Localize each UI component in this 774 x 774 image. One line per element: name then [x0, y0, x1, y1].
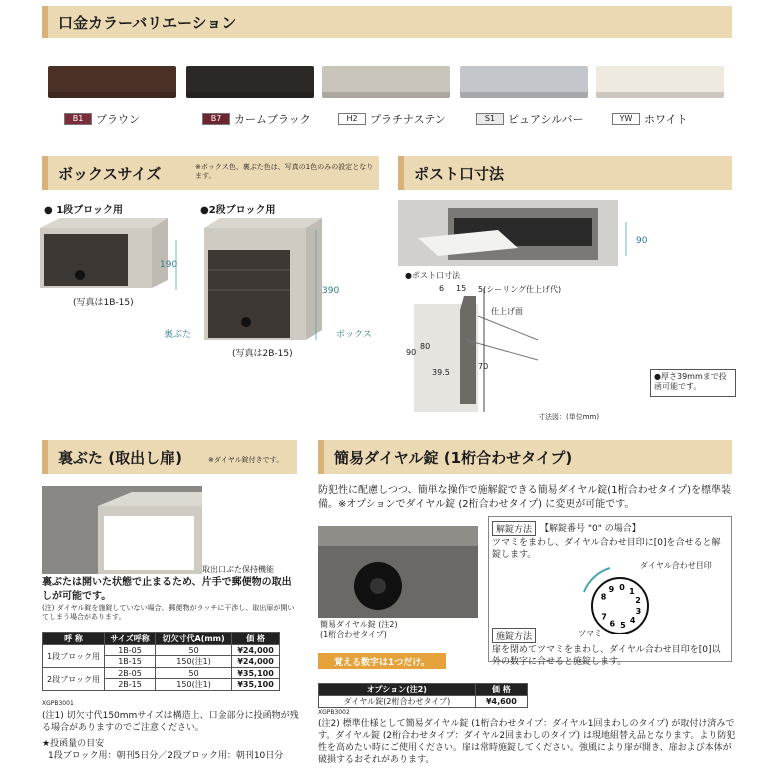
color-name: プラチナステン	[370, 113, 446, 126]
dim-6: 6	[439, 284, 445, 293]
lock-method-label: 施錠方法	[496, 632, 533, 642]
back-lid-title: 裏ぶた (取出し扉)	[58, 448, 182, 467]
price-cell: ¥35,100	[232, 668, 280, 679]
dial-digit: 5	[620, 620, 626, 630]
dial-photo-caption: 簡易ダイヤル錠 (注2) (1桁合わせタイプ)	[320, 620, 398, 640]
option-code: XGPB3002	[318, 709, 350, 716]
box-label: ボックス	[336, 330, 372, 340]
dial-lock-title: 簡易ダイヤル錠 (1桁合わせタイプ)	[334, 448, 573, 467]
dial-digit: 8	[600, 592, 607, 602]
color-code: H2	[338, 113, 366, 125]
notch-cell: 50	[156, 645, 232, 656]
back-lid-image	[42, 486, 202, 574]
unlock-code: 【解錠番号 "0" の場合】	[540, 524, 641, 534]
size-cell: 2B-15	[105, 679, 156, 691]
dim-5-sealing: 5(シーリング仕上げ代)	[478, 285, 562, 294]
post-opening-subtitle: ●ポスト口寸法	[405, 271, 460, 280]
two-block-label: ●2段ブロック用	[200, 205, 276, 216]
unlock-method-label: 解錠方法	[496, 525, 533, 535]
finish-surface-label: 仕上げ面	[491, 307, 523, 316]
color-code: B1	[64, 113, 92, 125]
page-title: 口金カラーバリエーション	[58, 13, 237, 32]
angle-70: 70	[478, 362, 489, 371]
dial-digit: 7	[601, 612, 607, 622]
header-notch: 切欠寸代A(mm)	[156, 633, 232, 645]
dim-h-90: 90	[406, 348, 417, 357]
dial-digit: 4	[629, 616, 636, 626]
two-block-caption: (写真は2B-15)	[232, 349, 293, 359]
lid-hold-feature: 取出口ぶた保持機能	[202, 565, 274, 574]
color-label-s1	[476, 112, 584, 126]
size-cell: 2B-05	[105, 668, 156, 679]
lock-description: 扉を閉めてツマミをまわし、ダイヤル合わせ目印を[0]以外の数字に合せると施錠します。	[492, 645, 721, 668]
option-price: ¥4,600	[475, 696, 527, 708]
option-table-header	[319, 684, 528, 696]
banner-text: 覚える数字は1つだけ。	[334, 657, 430, 668]
color-variation-header	[42, 6, 732, 38]
dial-digit: 3	[635, 606, 642, 616]
dim-h-39-5: 39.5	[432, 368, 450, 377]
dim-h-80: 80	[420, 342, 431, 351]
box-size-title: ボックスサイズ	[58, 164, 162, 183]
option-price-header: 価 格	[475, 684, 527, 696]
size-cell: 1B-05	[105, 645, 156, 656]
back-lid-caution: (注) ダイヤル錠を施錠していない場合、郵便物がラッチに干渉し、取出扉が開いてしまう場合があります。	[42, 604, 295, 622]
header-price: 価 格	[232, 633, 280, 645]
back-lid-note: ※ダイヤル錠付きです。	[208, 456, 284, 464]
table-row	[43, 668, 280, 679]
dim-15: 15	[456, 284, 467, 293]
back-lid-label: 裏ぶた	[164, 330, 192, 340]
price-cell: ¥35,100	[232, 679, 280, 691]
color-code: B7	[202, 113, 230, 125]
color-name: ホワイト	[644, 113, 688, 126]
dial-mark-label: ダイヤル合わせ目印	[640, 561, 712, 570]
post-opening-title: ポスト口寸法	[414, 164, 505, 183]
thickness-note-box	[650, 369, 736, 397]
one-block-box-image	[40, 218, 168, 288]
swatch-s1	[460, 66, 588, 98]
unlock-description: ツマミをまわし、ダイヤル合わせ目印に[0]を合せると解錠します。	[492, 538, 721, 561]
note-1: (注1) 切欠寸代150mmサイズは構造上、口金部分に投函物が残る場合がありますのでご注意ください。	[42, 711, 299, 734]
dial-digit: 0	[619, 583, 625, 593]
option-table	[318, 683, 528, 708]
color-label-b1	[64, 112, 140, 126]
price-table	[42, 632, 280, 691]
option-name: ダイヤル錠(2桁合わせタイプ)	[319, 696, 476, 708]
box-size-note: ※ボックス色、裏ぶた色は、写真の1色のみの設定となります。	[195, 163, 374, 181]
color-label-b7	[202, 112, 311, 126]
one-block-label: ● 1段ブロック用	[44, 205, 123, 216]
two-block-box-image	[204, 218, 322, 340]
group-label: 2段ブロック用	[43, 668, 105, 691]
unlock-method-tag	[492, 521, 536, 536]
price-cell: ¥24,000	[232, 645, 280, 656]
color-label-yw	[612, 112, 688, 126]
dial-digit: 6	[609, 619, 616, 629]
remember-one-number-banner	[318, 653, 446, 669]
price-cell: ¥24,000	[232, 656, 280, 668]
color-name: ブラウン	[96, 113, 140, 126]
price-table-header	[43, 633, 280, 645]
dial-digit: 1	[629, 587, 635, 597]
size-cell: 1B-15	[105, 656, 156, 668]
swatch-h2	[322, 66, 450, 98]
color-name: ピュアシルバー	[508, 113, 584, 126]
price-code: XGPB3001	[42, 700, 74, 707]
thickness-note: ●厚さ39mmまで投函可能です。	[654, 372, 727, 392]
table-row	[43, 645, 280, 656]
dial-digit: 9	[608, 585, 615, 595]
notch-cell: 50	[156, 668, 232, 679]
color-code: S1	[476, 113, 504, 125]
header-name: 呼 称	[43, 633, 105, 645]
swatch-b7	[186, 66, 314, 98]
unit-note: 寸法図：(単位mm)	[538, 413, 600, 421]
header-size: サイズ呼称	[105, 633, 156, 645]
one-block-caption: (写真は1B-15)	[73, 298, 134, 308]
post-dim-90: 90	[636, 236, 648, 246]
color-code: YW	[612, 113, 640, 125]
back-lid-description: 裏ぶたは開いた状態で止まるため、片手で郵便物の取出しが可能です。	[42, 577, 292, 602]
dial-lock-description: 防犯性に配慮しつつ、簡単な操作で施解錠できる簡易ダイヤル錠(1桁合わせタイプ)を標準装備。※オプションでダイヤル錠 (2桁合わせタイプ) に変更が可能です。	[318, 485, 731, 510]
swatch-b1	[48, 66, 176, 98]
note-2: (注2) 標準仕様として簡易ダイヤル錠 (1桁合わせタイプ：ダイヤル1回まわしのタイプ) が取付け済みです。ダイヤル錠 (2桁合わせタイプ：ダイヤル2回まわしのタイプ) は現地組替え品となります。より防犯性を高めたい時にご使用ください。扉は常時施錠してください。強風により扉が開き、扉および本体が破損するおそれがあります。	[318, 719, 736, 766]
box-photos	[40, 210, 380, 360]
swatch-yw	[596, 66, 724, 98]
dial-diagram	[560, 562, 670, 634]
group-label: 1段ブロック用	[43, 645, 105, 668]
knob-label: ツマミ	[578, 629, 602, 638]
volume-target-title: ★投函量の目安	[42, 739, 105, 749]
volume-target-detail: 1段ブロック用：朝刊5日分／2段ブロック用：朝刊10日分	[48, 751, 284, 761]
notch-cell: 150(注1)	[156, 656, 232, 668]
notch-cell: 150(注1)	[156, 679, 232, 691]
color-label-h2	[338, 112, 446, 126]
table-row	[319, 696, 528, 708]
post-opening-header	[398, 156, 732, 190]
dial-digit: 2	[635, 596, 641, 606]
lock-method-tag	[492, 628, 536, 643]
dim-190-label: 190	[160, 260, 178, 270]
dim-390-label: 390	[322, 286, 340, 296]
color-name: カームブラック	[234, 113, 311, 126]
dial-lock-header	[318, 440, 732, 474]
option-header: オプション(注2)	[319, 684, 476, 696]
dial-lock-photo	[318, 526, 478, 618]
